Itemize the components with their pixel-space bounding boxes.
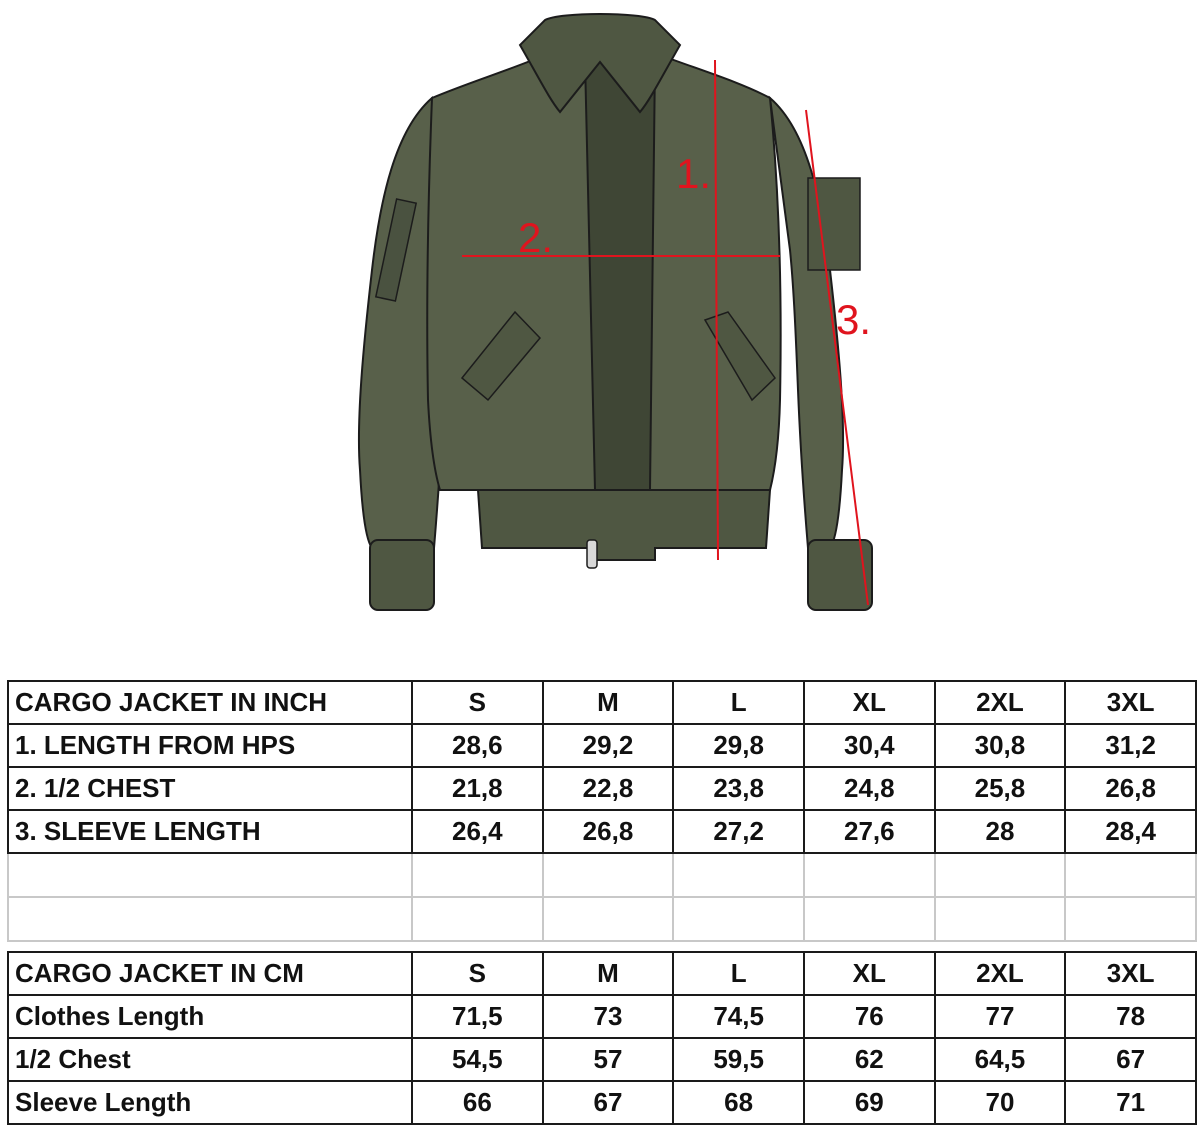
table-header-row: [8, 952, 1196, 995]
table-cell: 69: [804, 1081, 935, 1124]
size-header: L: [673, 952, 804, 995]
size-header: XL: [804, 681, 935, 724]
row-label: Sleeve Length: [8, 1081, 412, 1124]
blank-cell: [8, 897, 412, 941]
table-row: [8, 724, 1196, 767]
table-cell: 24,8: [804, 767, 935, 810]
table-cell: 21,8: [412, 767, 543, 810]
size-header: S: [412, 952, 543, 995]
table-cell: 62: [804, 1038, 935, 1081]
table-row: [8, 1081, 1196, 1124]
table-cell: 71: [1065, 1081, 1196, 1124]
size-header: 2XL: [935, 681, 1066, 724]
table-cell: 73: [543, 995, 674, 1038]
jacket-waistband: [478, 490, 770, 560]
table-cell: 30,4: [804, 724, 935, 767]
size-header: XL: [804, 952, 935, 995]
size-header: 3XL: [1065, 681, 1196, 724]
table-cell: 66: [412, 1081, 543, 1124]
table-title: CARGO JACKET IN INCH: [8, 681, 412, 724]
blank-cell: [1065, 853, 1196, 897]
table-cell: 27,2: [673, 810, 804, 853]
table-cell: 68: [673, 1081, 804, 1124]
table-cell: 29,8: [673, 724, 804, 767]
size-header: S: [412, 681, 543, 724]
table-cell: 76: [804, 995, 935, 1038]
table-row: [8, 995, 1196, 1038]
table-cell: 74,5: [673, 995, 804, 1038]
table-cell: 30,8: [935, 724, 1066, 767]
jacket-lining: [585, 60, 655, 490]
table-row: [8, 1038, 1196, 1081]
annotation-3: 3.: [836, 296, 872, 343]
left-cuff: [370, 540, 434, 610]
table-cell: 25,8: [935, 767, 1066, 810]
blank-cell: [412, 853, 543, 897]
table-cell: 78: [1065, 995, 1196, 1038]
blank-cell: [543, 853, 674, 897]
size-header: M: [543, 952, 674, 995]
table-cell: 54,5: [412, 1038, 543, 1081]
table-header-row: [8, 681, 1196, 724]
blank-cell: [673, 897, 804, 941]
table-cell: 67: [1065, 1038, 1196, 1081]
table-cell: 22,8: [543, 767, 674, 810]
table-cell: 28: [935, 810, 1066, 853]
annotation-2: 2.: [518, 214, 554, 261]
table-cell: 77: [935, 995, 1066, 1038]
table-cell: 26,8: [543, 810, 674, 853]
table-cell: 28,6: [412, 724, 543, 767]
table-cell: 70: [935, 1081, 1066, 1124]
blank-row: [8, 897, 1196, 941]
size-header: L: [673, 681, 804, 724]
table-cell: 31,2: [1065, 724, 1196, 767]
row-label: Clothes Length: [8, 995, 412, 1038]
table-cell: 28,4: [1065, 810, 1196, 853]
blank-cell: [8, 853, 412, 897]
blank-cell: [935, 897, 1066, 941]
table-cell: 23,8: [673, 767, 804, 810]
blank-cell: [804, 853, 935, 897]
blank-row: [8, 853, 1196, 897]
blank-cell: [804, 897, 935, 941]
blank-cell: [412, 897, 543, 941]
row-label: 1/2 Chest: [8, 1038, 412, 1081]
blank-cell: [935, 853, 1066, 897]
row-label: 2. 1/2 CHEST: [8, 767, 412, 810]
row-label: 3. SLEEVE LENGTH: [8, 810, 412, 853]
table-cell: 26,4: [412, 810, 543, 853]
table-title: CARGO JACKET IN CM: [8, 952, 412, 995]
table-cell: 71,5: [412, 995, 543, 1038]
table-cell: 57: [543, 1038, 674, 1081]
blank-cell: [1065, 897, 1196, 941]
cm-size-table: [7, 951, 1197, 1125]
blank-cell: [673, 853, 804, 897]
right-cuff: [808, 540, 872, 610]
table-cell: 59,5: [673, 1038, 804, 1081]
table-cell: 27,6: [804, 810, 935, 853]
size-header: 2XL: [935, 952, 1066, 995]
table-row: [8, 767, 1196, 810]
table-cell: 64,5: [935, 1038, 1066, 1081]
size-header: 3XL: [1065, 952, 1196, 995]
row-label: 1. LENGTH FROM HPS: [8, 724, 412, 767]
table-cell: 29,2: [543, 724, 674, 767]
size-header: M: [543, 681, 674, 724]
table-row: [8, 810, 1196, 853]
annotation-1: 1.: [676, 150, 712, 197]
inch-size-table: [7, 680, 1197, 942]
table-cell: 67: [543, 1081, 674, 1124]
zipper-pull: [587, 540, 597, 568]
blank-cell: [543, 897, 674, 941]
table-cell: 26,8: [1065, 767, 1196, 810]
